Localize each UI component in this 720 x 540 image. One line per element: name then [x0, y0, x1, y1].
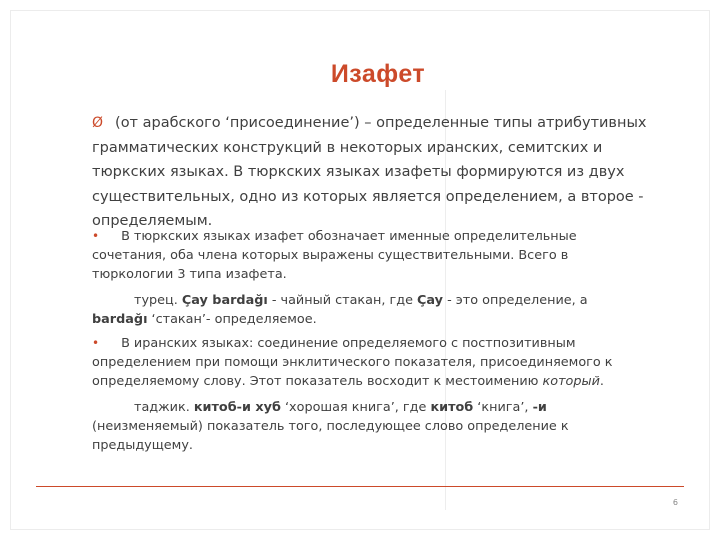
page-number: 6 [672, 498, 678, 507]
iranian-note-text: В иранских языках: соединение определяемого с постпозитивным определением при помощи энклитического показателя, присоединяемого к определяемому слову. Этот показатель восходит к местоимению [92, 336, 613, 389]
tajik-example-lead: таджик. [134, 400, 194, 415]
intro-text: (от арабского ‘присоединение’) – определенные типы атрибутивных грамматических конструкций в некоторых иранских, семитских и тюркских языках. В тюркских языках изафеты формируются из двух существительных, одно из которых является определением, а второе - определяемым. [92, 115, 647, 229]
tajik-example-marker: -и [532, 400, 547, 415]
turkish-example-middle: - чайный стакан, где [267, 293, 418, 308]
turkish-example-phrase: Çay bardağı [181, 293, 268, 308]
intro-paragraph [92, 111, 652, 234]
arrow-bullet-icon: Ø [92, 115, 104, 131]
slide-title-text: Изафет [330, 60, 426, 88]
turkish-example-end: ‘стакан’- определяемое. [147, 312, 317, 327]
tajik-example-middle: ‘хорошая книга’, где [280, 400, 431, 415]
footer-divider [36, 486, 684, 487]
tajik-example-phrase: китоб-и хуб [193, 400, 281, 415]
turkic-note-paragraph [92, 227, 642, 284]
turkish-example-word2: bardağı [92, 312, 148, 327]
turkish-example-lead: турец. [134, 293, 182, 308]
turkish-example-middle2: - это определение, а [443, 293, 588, 308]
tajik-example-end: (неизменяемый) показатель того, последующее слово определение к предыдущему. [92, 419, 569, 453]
turkish-example-paragraph [92, 291, 642, 329]
slide-title [0, 60, 720, 89]
iranian-note-end: . [599, 374, 604, 389]
bullet-icon: • [92, 229, 100, 243]
turkic-note-text: В тюркских языках изафет обозначает именные определительные сочетания, оба члена которых выражены существительными. Всего в тюркологии 3 типа изафета. [92, 229, 577, 282]
iranian-note-paragraph [92, 334, 642, 391]
turkish-example-word1: Çay [417, 293, 443, 308]
tajik-example-paragraph [92, 398, 642, 455]
iranian-note-italic: который [542, 374, 600, 389]
bullet-icon: • [92, 336, 100, 350]
tajik-example-middle2: ‘книга’, [473, 400, 533, 415]
tajik-example-word: китоб [430, 400, 474, 415]
